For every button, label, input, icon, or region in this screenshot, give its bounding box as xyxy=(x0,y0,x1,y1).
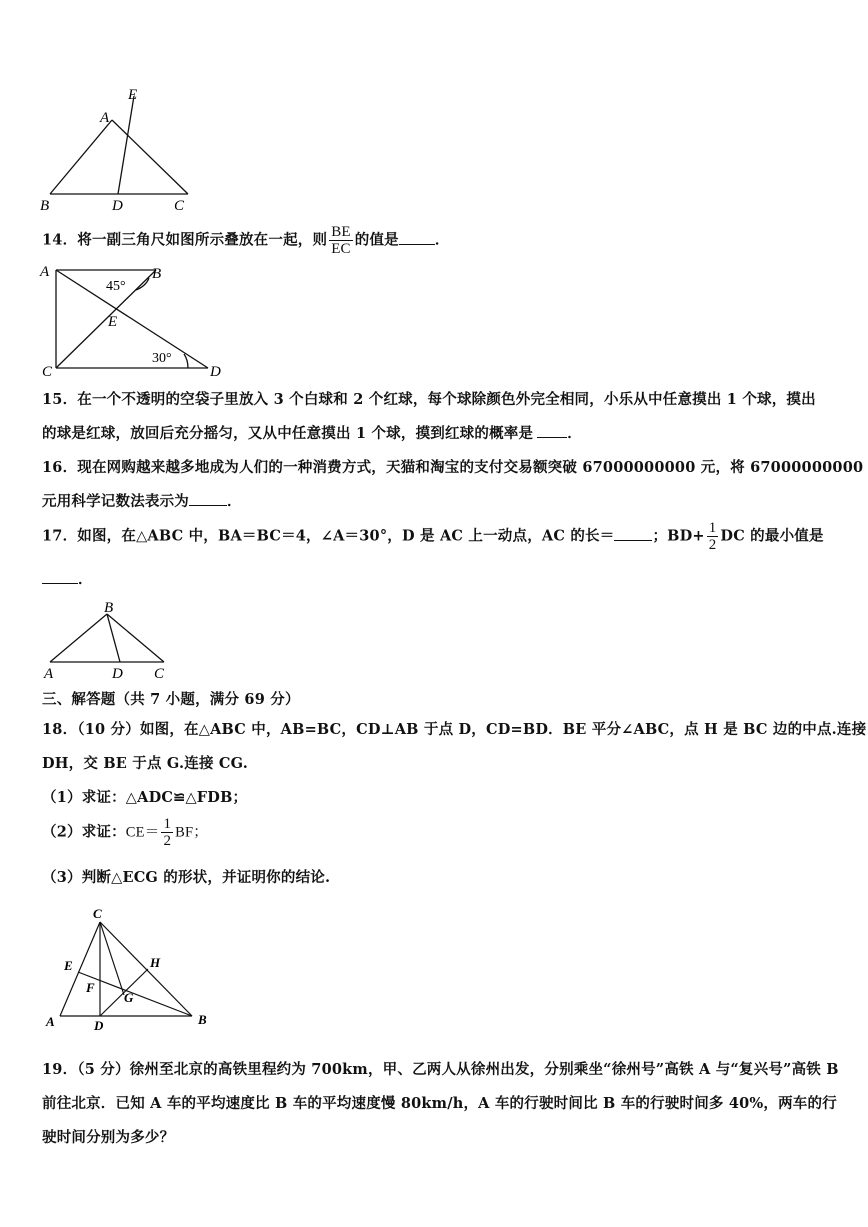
question-16-line1: 16．现在网购越来越多地成为人们的一种消费方式，天猫和淘宝的支付交易额突破 67000000000 元，将 67000000000 xyxy=(42,459,864,476)
question-19-line3: 驶时间分别为多少？ xyxy=(42,1129,175,1146)
q14-text: 14．将一副三角尺如图所示叠放在一起，则 xyxy=(42,231,328,249)
label-B: B xyxy=(152,266,162,282)
label-E: E xyxy=(108,314,118,330)
label-D: D xyxy=(94,1018,104,1033)
question-18-part2 xyxy=(42,816,208,849)
label-E: E xyxy=(128,87,138,103)
question-14 xyxy=(42,224,450,257)
question-19-line2: 前往北京．已知 A 车的平均速度比 B 车的平均速度慢 80km/h，A 车的行驶时间比 B 车的行驶时间多 40%，两车的行 xyxy=(42,1095,837,1112)
figure-q14 xyxy=(38,262,228,378)
q17-mid: ；BD+ xyxy=(652,527,705,545)
question-18-part3: （3）判断△ECG 的形状，并证明你的结论. xyxy=(42,869,331,886)
q18-math-left: CE＝ xyxy=(125,824,160,841)
frac-numerator: 1 xyxy=(708,520,717,536)
label-C: C xyxy=(154,666,165,682)
answer-blank xyxy=(537,423,567,438)
q18-math-right: BF； xyxy=(175,824,208,841)
figure-q13 xyxy=(38,84,198,216)
label-F: F xyxy=(86,980,95,995)
question-18-line2: DH，交 BE 于点 G.连接 CG. xyxy=(42,755,248,772)
frac-denominator: 2 xyxy=(163,833,172,849)
label-D: D xyxy=(210,364,221,378)
fraction-be-ec xyxy=(329,224,353,257)
answer-blank xyxy=(399,230,435,245)
label-A: A xyxy=(44,666,54,682)
q15-text: 的球是红球，放回后充分摇匀，又从中任意摸出 1 个球，摸到红球的概率是 xyxy=(42,425,534,442)
question-18-part1: （1）求证：△ADC≌△FDB； xyxy=(42,789,248,806)
answer-blank-2 xyxy=(42,569,78,584)
label-C: C xyxy=(174,198,185,214)
q14-suffix: 的值是 xyxy=(354,231,399,249)
q17-end: ． xyxy=(78,571,93,588)
question-17 xyxy=(42,520,824,553)
q17-text: 17．如图，在△ABC 中，BA＝BC＝4，∠A＝30°，D 是 AC 上一动点，AC 的长＝ xyxy=(42,527,615,545)
section-3-heading: 三、解答题（共 7 小题，满分 69 分） xyxy=(42,691,300,708)
figure-q18 xyxy=(40,904,218,1034)
question-17-line2 xyxy=(42,568,93,589)
question-15-line1: 15．在一个不透明的空袋子里放入 3 个白球和 2 个红球，每个球除颜色外完全相同，小乐从中任意摸出 1 个球，摸出 xyxy=(42,391,816,408)
label-E: E xyxy=(64,958,73,973)
label-A: A xyxy=(40,264,50,280)
q14-end: ． xyxy=(434,231,450,249)
q17-suffix: DC 的最小值是 xyxy=(720,527,824,545)
label-D: D xyxy=(112,666,123,682)
frac-numerator: 1 xyxy=(163,816,172,832)
q16-end: ． xyxy=(227,493,242,510)
label-A: A xyxy=(46,1014,55,1029)
question-19-line1: 19．（5 分）徐州至北京的高铁里程约为 700km，甲、乙两人从徐州出发，分别乘坐“徐州号”高铁 A 与“复兴号”高铁 B xyxy=(42,1061,839,1078)
q18-part2-text: （2）求证： xyxy=(42,823,126,841)
label-B: B xyxy=(198,1012,207,1027)
angle-45: 45° xyxy=(106,279,126,294)
frac-denominator: 2 xyxy=(708,537,717,553)
label-C: C xyxy=(93,906,102,921)
label-B: B xyxy=(104,600,114,616)
label-B: B xyxy=(40,198,50,214)
fraction-one-half xyxy=(707,520,719,553)
question-15-line2 xyxy=(42,422,582,443)
label-D: D xyxy=(112,198,123,214)
frac-numerator: BE xyxy=(331,224,351,240)
fraction-one-half xyxy=(161,816,173,849)
answer-blank-1 xyxy=(614,526,652,541)
answer-blank xyxy=(189,491,227,506)
label-H: H xyxy=(150,955,161,970)
figure-q17 xyxy=(40,598,172,682)
question-16-line2 xyxy=(42,490,242,511)
label-C: C xyxy=(42,364,53,378)
frac-denominator: EC xyxy=(331,241,351,257)
q15-end: ． xyxy=(567,425,582,442)
question-18-line1: 18．（10 分）如图，在△ABC 中，AB=BC，CD⊥AB 于点 D，CD=BD．BE 平分∠ABC，点 H 是 BC 边的中点.连接 xyxy=(42,721,867,738)
label-G: G xyxy=(124,990,134,1005)
angle-30: 30° xyxy=(152,351,172,366)
label-A: A xyxy=(100,110,110,126)
q16-text: 元用科学记数法表示为 xyxy=(42,493,189,510)
